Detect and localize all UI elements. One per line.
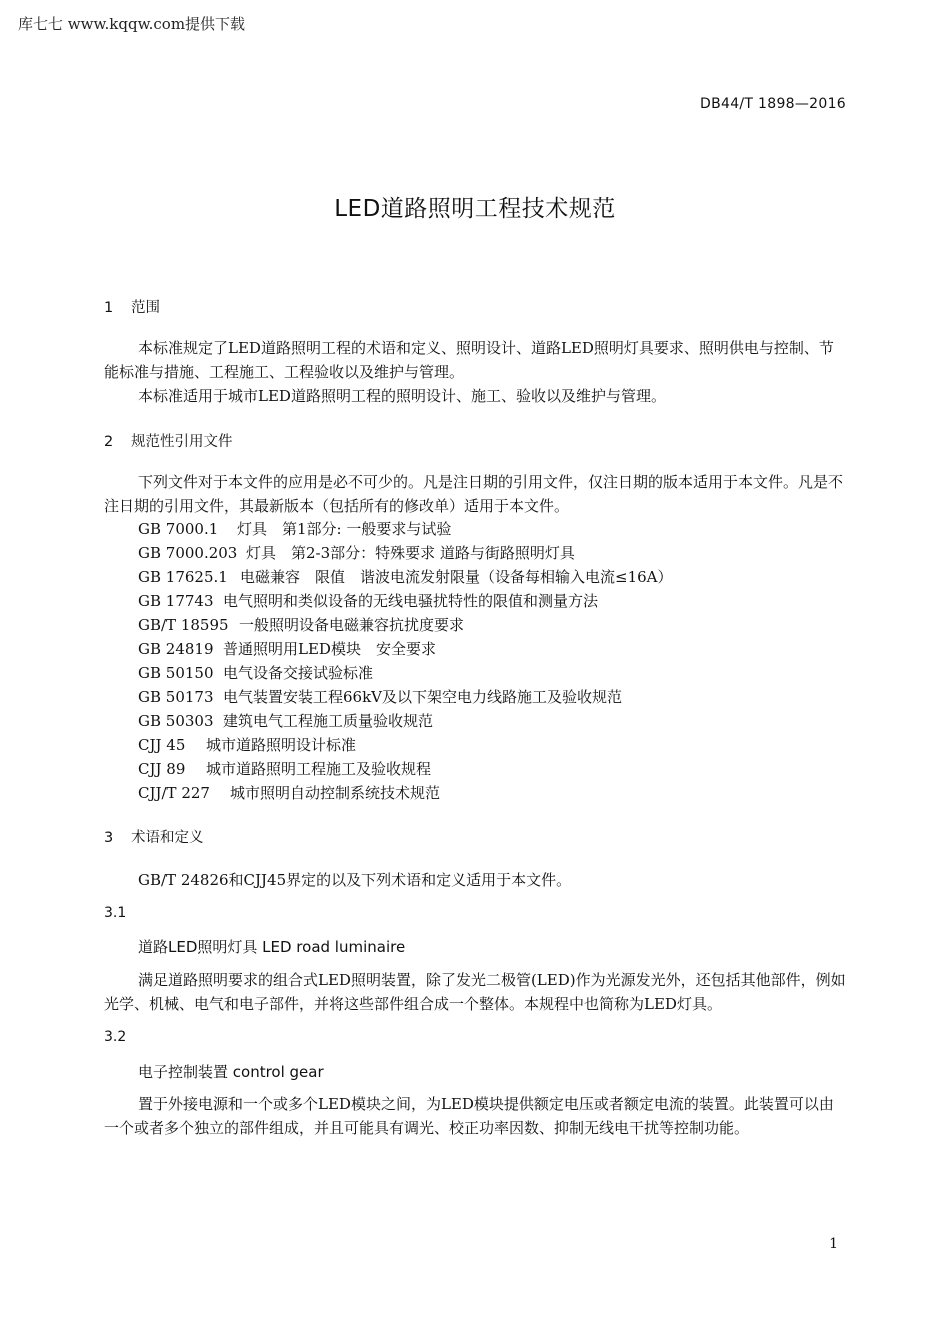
reference-code: GB 50150	[138, 664, 214, 682]
section-title: 术语和定义	[131, 830, 204, 846]
section-3-heading	[104, 826, 204, 847]
reference-title: 城市照明自动控制系统技术规范	[230, 784, 441, 802]
section-number: 1	[104, 300, 114, 316]
section-number: 2	[104, 434, 114, 450]
section-title: 规范性引用文件	[131, 434, 233, 450]
term-number: 3.1	[104, 905, 127, 921]
reference-item	[138, 638, 436, 659]
reference-title: 一般照明设备电磁兼容抗扰度要求	[239, 616, 465, 634]
section-1-paragraph-1: 本标准规定了LED道路照明工程的术语和定义、照明设计、道路LED照明灯具要求、照明供电与控制、节能标准与措施、工程施工、工程验收以及维护与管理。	[104, 339, 834, 381]
reference-code: GB 50173	[138, 688, 214, 706]
reference-title: 电磁兼容 限值 谐波电流发射限量（设备每相输入电流≤16A）	[240, 568, 673, 586]
watermark-text: 库七七 www.kqqw.com提供下载	[18, 15, 246, 33]
term-number: 3.2	[104, 1029, 127, 1045]
reference-item	[138, 662, 373, 683]
reference-item	[138, 686, 622, 707]
term-definition: 置于外接电源和一个或多个LED模块之间，为LED模块提供额定电压或者额定电流的装置。此装置可以由一个或者多个独立的部件组成，并且可能具有调光、校正功率因数、抑制无线电干扰等控制功能。	[104, 1095, 834, 1137]
section-1-heading	[104, 296, 160, 317]
reference-code: GB 50303	[138, 712, 214, 730]
section-number: 3	[104, 830, 114, 846]
reference-item	[138, 566, 673, 587]
reference-title: 电气装置安装工程66kV及以下架空电力线路施工及验收规范	[223, 688, 623, 706]
term-title: 电子控制装置 control gear	[138, 1063, 324, 1081]
section-2-heading	[104, 430, 233, 451]
document-title: LED道路照明工程技术规范	[334, 196, 616, 222]
reference-code: CJJ 45	[138, 736, 186, 754]
section-1-paragraph-2: 本标准适用于城市LED道路照明工程的照明设计、施工、验收以及维护与管理。	[138, 387, 666, 405]
reference-code: GB 7000.203	[138, 544, 238, 562]
term-title: 道路LED照明灯具 LED road luminaire	[138, 938, 406, 956]
reference-item	[138, 710, 433, 731]
reference-item	[138, 614, 464, 635]
reference-item	[138, 542, 575, 563]
reference-title: 城市道路照明工程施工及验收规程	[206, 760, 432, 778]
reference-title: 城市道路照明设计标准	[206, 736, 357, 754]
reference-title: 电气设备交接试验标准	[223, 664, 374, 682]
reference-code: GB 17743	[138, 592, 214, 610]
reference-item	[138, 590, 598, 611]
reference-item	[138, 518, 451, 539]
reference-code: GB 17625.1	[138, 568, 228, 586]
reference-item	[138, 758, 431, 779]
reference-title: 灯具 第1部分: 一般要求与试验	[237, 520, 452, 538]
reference-code: CJJ/T 227	[138, 784, 210, 802]
reference-item	[138, 782, 440, 803]
document-number: DB44/T 1898—2016	[700, 96, 846, 112]
section-title: 范围	[131, 300, 160, 316]
reference-item	[138, 734, 356, 755]
reference-code: CJJ 89	[138, 760, 186, 778]
reference-code: GB 24819	[138, 640, 214, 658]
page-number: 1	[829, 1236, 838, 1252]
reference-code: GB 7000.1	[138, 520, 219, 538]
reference-code: GB/T 18595	[138, 616, 229, 634]
section-3-paragraph-1: GB/T 24826和CJJ45界定的以及下列术语和定义适用于本文件。	[138, 871, 572, 889]
reference-title: 建筑电气工程施工质量验收规范	[223, 712, 434, 730]
reference-title: 电气照明和类似设备的无线电骚扰特性的限值和测量方法	[223, 592, 599, 610]
reference-title: 普通照明用LED模块 安全要求	[223, 640, 436, 658]
reference-title: 灯具 第2-3部分：特殊要求 道路与街路照明灯具	[246, 544, 575, 562]
term-definition: 满足道路照明要求的组合式LED照明装置，除了发光二极管(LED)作为光源发光外，还包括其他部件，例如光学、机械、电气和电子部件，并将这些部件组合成一个整体。本规程中也简称为LED灯具。	[104, 971, 846, 1013]
section-2-paragraph-1: 下列文件对于本文件的应用是必不可少的。凡是注日期的引用文件，仅注日期的版本适用于本文件。凡是不注日期的引用文件，其最新版本（包括所有的修改单）适用于本文件。	[104, 473, 844, 515]
